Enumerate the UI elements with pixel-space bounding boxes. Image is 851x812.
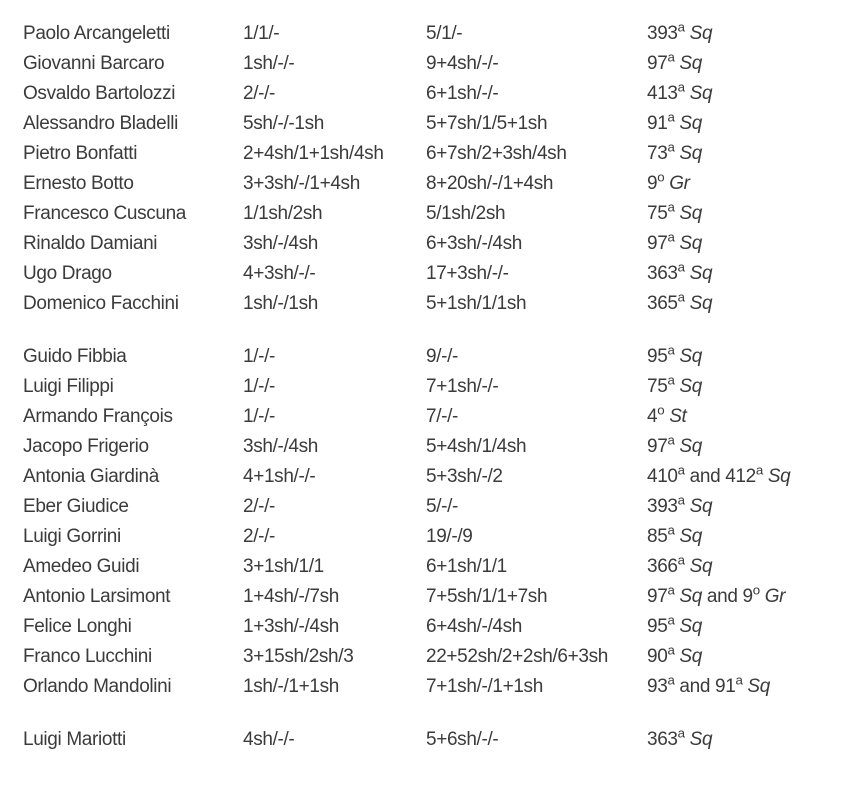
unit-cell [647,672,843,702]
unit-number: 95 [647,346,668,367]
table-row [23,229,843,259]
unit-number: and 412 [684,466,756,487]
unit-type: Sq [679,143,702,164]
pilot-name: Francesco Cuscuna [23,203,187,224]
pilot-name: Antonio Larsimont [23,586,171,607]
victories-first: 4+1sh/-/- [243,466,316,487]
victories-first: 3sh/-/4sh [243,233,319,254]
victories-total: 6+1sh/1/1 [426,556,507,577]
victories-first: 1+4sh/-/7sh [243,586,339,607]
pilot-name: Luigi Mariotti [23,729,126,750]
ordinal-suffix: o [657,402,665,418]
victories-total: 5/-/- [426,496,459,517]
unit-number: 97 [647,233,668,254]
unit-cell [647,109,843,139]
ordinal-suffix: a [667,199,675,215]
victories-first: 2/-/- [243,526,276,547]
victories-total: 6+7sh/2+3sh/4sh [426,143,567,164]
victories-total: 7+1sh/-/1+1sh [426,676,543,697]
unit-cell [647,259,843,289]
pilot-name: Orlando Mandolini [23,676,172,697]
unit-number: 95 [647,616,668,637]
ordinal-suffix: a [677,552,685,568]
unit-type: Sq [689,23,713,44]
table-row [23,342,843,372]
pilot-name: Guido Fibbia [23,346,127,367]
unit-cell [647,432,843,462]
victories-first: 3+1sh/1/1 [243,556,324,577]
ordinal-suffix: a [667,582,675,598]
victories-total: 22+52sh/2+2sh/6+3sh [426,646,608,667]
pilot-name: Luigi Filippi [23,376,114,397]
unit-number: 393 [647,496,678,517]
ordinal-suffix: a [677,462,685,478]
victories-total: 5/1sh/2sh [426,203,506,224]
unit-type: Sq [679,233,702,254]
table-row [23,169,843,199]
victories-total: 6+4sh/-/4sh [426,616,522,637]
unit-type: Gr [764,586,786,607]
unit-number: 97 [647,53,668,74]
ordinal-suffix: a [667,672,675,688]
ordinal-suffix: a [755,462,763,478]
unit-type: Sq [679,526,702,547]
unit-type: Sq [679,53,702,74]
unit-type: Sq [679,646,702,667]
victories-first: 2/-/- [243,83,276,104]
unit-type: Sq [747,676,770,697]
ordinal-suffix: a [677,19,685,35]
pilot-name: Alessandro Bladelli [23,113,178,134]
unit-cell [647,19,843,49]
unit-cell [647,79,843,109]
unit-number: 4 [647,406,658,427]
table-row [23,552,843,582]
ordinal-suffix: a [667,229,675,245]
table-row [23,289,843,319]
table-group [23,725,843,755]
victories-first: 5sh/-/-1sh [243,113,324,134]
unit-cell [647,612,843,642]
victories-total: 6+3sh/-/4sh [426,233,522,254]
unit-type: Sq [679,203,702,224]
table-row [23,492,843,522]
table-row [23,49,843,79]
unit-number: 97 [647,436,668,457]
unit-cell [647,229,843,259]
victories-first: 3sh/-/4sh [243,436,319,457]
unit-cell [647,492,843,522]
unit-cell [647,289,843,319]
pilot-name: Ernesto Botto [23,173,134,194]
ordinal-suffix: a [677,289,685,305]
table-group [23,19,843,319]
victories-first: 1sh/-/1+1sh [243,676,339,697]
unit-number: 85 [647,526,668,547]
unit-number: 91 [647,113,668,134]
pilot-name: Domenico Facchini [23,293,179,314]
ordinal-suffix: a [667,372,675,388]
unit-type: Gr [669,173,690,194]
pilot-name: Amedeo Guidi [23,556,140,577]
victories-total: 19/-/9 [426,526,473,547]
table-row [23,259,843,289]
unit-type: Sq [689,556,713,577]
unit-number: 365 [647,293,678,314]
victories-first: 1/1sh/2sh [243,203,323,224]
unit-type: St [669,406,687,427]
ordinal-suffix: o [752,582,760,598]
unit-type: Sq [689,293,713,314]
victories-total: 5+3sh/-/2 [426,466,503,487]
victories-first: 3+15sh/2sh/3 [243,646,354,667]
unit-number: 9 [647,173,658,194]
unit-number: 93 [647,676,668,697]
unit-type: Sq [767,466,791,487]
pilot-name: Antonia Giardinà [23,466,159,487]
unit-type: Sq [679,616,702,637]
ordinal-suffix: a [677,492,685,508]
victories-total: 7/-/- [426,406,459,427]
victories-first: 2/-/- [243,496,276,517]
pilot-name: Armando François [23,406,173,427]
victories-total: 5+1sh/1/1sh [426,293,527,314]
victories-total: 5+4sh/1/4sh [426,436,527,457]
victories-first: 2+4sh/1+1sh/4sh [243,143,384,164]
unit-cell [647,522,843,552]
unit-number: 73 [647,143,668,164]
unit-number: 413 [647,83,678,104]
unit-number: and 9 [701,586,753,607]
unit-type: Sq [679,586,702,607]
unit-number: 90 [647,646,668,667]
unit-type: Sq [689,83,713,104]
pilot-name: Osvaldo Bartolozzi [23,83,176,104]
unit-cell [647,582,843,612]
unit-number: 363 [647,263,678,284]
unit-type: Sq [689,263,713,284]
table-row [23,79,843,109]
ordinal-suffix: a [667,342,675,358]
unit-number: 410 [647,466,678,487]
victories-total: 9/-/- [426,346,459,367]
unit-number: 97 [647,586,668,607]
ordinal-suffix: o [657,169,665,185]
victories-total: 6+1sh/-/- [426,83,499,104]
unit-number: 363 [647,729,678,750]
victories-first: 4sh/-/- [243,729,295,750]
pilot-name: Eber Giudice [23,496,129,517]
ordinal-suffix: a [677,259,685,275]
pilot-name: Rinaldo Damiani [23,233,158,254]
victories-first: 1+3sh/-/4sh [243,616,339,637]
victories-total: 9+4sh/-/- [426,53,499,74]
table-row [23,432,843,462]
unit-cell [647,139,843,169]
victories-first: 1sh/-/1sh [243,293,319,314]
table-row [23,582,843,612]
unit-cell [647,462,843,492]
pilot-name: Felice Longhi [23,616,132,637]
table-row [23,199,843,229]
pilot-victories-table [23,19,843,755]
ordinal-suffix: a [667,642,675,658]
table-row [23,642,843,672]
victories-total: 7+1sh/-/- [426,376,499,397]
ordinal-suffix: a [667,432,675,448]
table-row [23,19,843,49]
unit-number: 75 [647,203,668,224]
table-row [23,522,843,552]
pilot-name: Franco Lucchini [23,646,152,667]
table-row [23,612,843,642]
unit-cell [647,199,843,229]
table-row [23,139,843,169]
victories-total: 8+20sh/-/1+4sh [426,173,554,194]
unit-cell [647,725,843,755]
unit-type: Sq [679,436,702,457]
unit-cell [647,342,843,372]
table-row [23,672,843,702]
table-row [23,402,843,432]
victories-first: 4+3sh/-/- [243,263,316,284]
pilot-name: Paolo Arcangeletti [23,23,170,44]
pilot-name: Giovanni Barcaro [23,53,165,74]
table-row [23,462,843,492]
ordinal-suffix: a [677,79,685,95]
ordinal-suffix: a [735,672,743,688]
victories-total: 5+7sh/1/5+1sh [426,113,548,134]
ordinal-suffix: a [667,49,675,65]
table-row [23,372,843,402]
victories-first: 1/-/- [243,346,276,367]
victories-first: 1sh/-/- [243,53,295,74]
unit-number: 393 [647,23,678,44]
unit-type: Sq [679,376,702,397]
victories-first: 1/-/- [243,376,276,397]
unit-cell [647,169,843,199]
pilot-name: Ugo Drago [23,263,112,284]
pilot-name: Jacopo Frigerio [23,436,149,457]
ordinal-suffix: a [667,139,675,155]
table-row [23,725,843,755]
unit-cell [647,642,843,672]
victories-total: 7+5sh/1/1+7sh [426,586,548,607]
victories-total: 5/1/- [426,23,463,44]
unit-number: 75 [647,376,668,397]
victories-total: 5+6sh/-/- [426,729,499,750]
ordinal-suffix: a [667,522,675,538]
ordinal-suffix: a [667,612,675,628]
unit-type: Sq [679,346,702,367]
unit-number: and 91 [674,676,736,697]
unit-type: Sq [689,729,713,750]
ordinal-suffix: a [677,725,685,741]
unit-cell [647,402,843,432]
pilot-name: Pietro Bonfatti [23,143,138,164]
victories-first: 1/-/- [243,406,276,427]
victories-first: 3+3sh/-/1+4sh [243,173,360,194]
victories-first: 1/1/- [243,23,280,44]
unit-type: Sq [679,113,702,134]
unit-cell [647,372,843,402]
ordinal-suffix: a [667,109,675,125]
unit-number: 366 [647,556,678,577]
unit-cell [647,552,843,582]
victories-total: 17+3sh/-/- [426,263,509,284]
table-row [23,109,843,139]
unit-cell [647,49,843,79]
unit-type: Sq [689,496,713,517]
table-group [23,342,843,702]
pilot-name: Luigi Gorrini [23,526,121,547]
